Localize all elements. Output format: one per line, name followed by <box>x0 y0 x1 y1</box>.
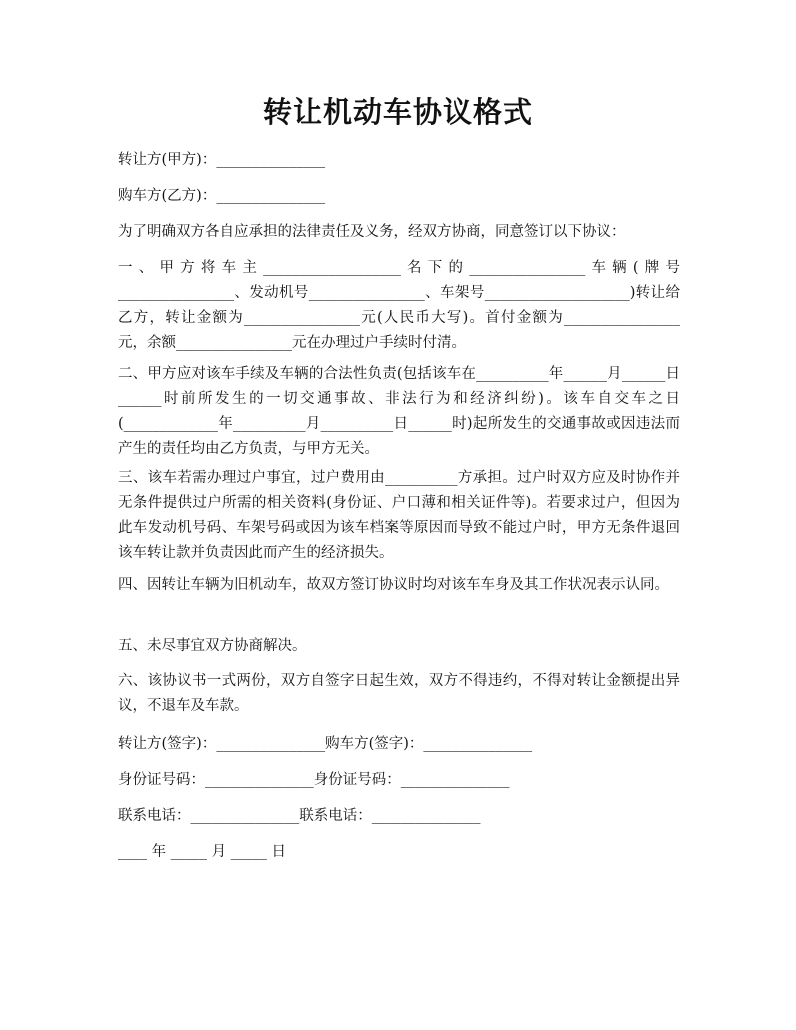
date-line: ____ 年 _____ 月 _____ 日 <box>118 844 287 860</box>
clause-4: 四、因转让车辆为旧机动车，故双方签订协议时均对该车车身及其工作状况表示认同。 <box>118 577 669 593</box>
document-title: 转让机动车协议格式 <box>262 95 533 129</box>
clause-5: 五、未尽事宜双方协商解决。 <box>118 638 307 654</box>
clause-6: 六、该协议书一式两份，双方自签字日起生效，双方不得违约，不得对转让金额提出异议，不退车及车款。 <box>118 673 680 714</box>
signature-line: 转让方(签字)：_______________购车方(签字)：_______________ <box>118 736 533 752</box>
seller-line: 转让方(甲方)：_______________ <box>118 152 326 168</box>
clause-2: 二、甲方应对该车手续及车辆的合法性负责(包括该车在__________年______月______日______时前所发生的一切交通事故、非法行为和经济纠纷)。该车自交车之日(_____________年__________月__________日______时)起所发生的交通事故或因违法而产生的责任均由乙方负责，与甲方无关。 <box>118 366 680 457</box>
intro-paragraph: 为了明确双方各自应承担的法律责任及义务，经双方协商，同意签订以下协议： <box>118 224 626 240</box>
clause-1: 一、甲方将车主___________________名下的________________车辆(牌号________________、发动机号________________、车架号____________________)转让给乙方，转让金额为________________元(人民币大写)。首付金额为________________元，余额________________元在办理过户手续时付清。 <box>118 260 680 351</box>
phone-line: 联系电话：_______________联系电话：_______________ <box>118 808 481 824</box>
clause-3: 三、该车若需办理过户事宜，过户费用由__________方承担。过户时双方应及时协作并无条件提供过户所需的相关资料(身份证、户口薄和相关证件等)。若要求过户，但因为此车发动机号码、车架号码或因为该车档案等原因而导致不能过户时，甲方无条件退回该车转让款并负责因此而产生的经济损失。 <box>118 470 680 561</box>
id-number-line: 身份证号码：_______________身份证号码：_______________ <box>118 772 510 788</box>
buyer-line: 购车方(乙方)：_______________ <box>118 188 326 204</box>
